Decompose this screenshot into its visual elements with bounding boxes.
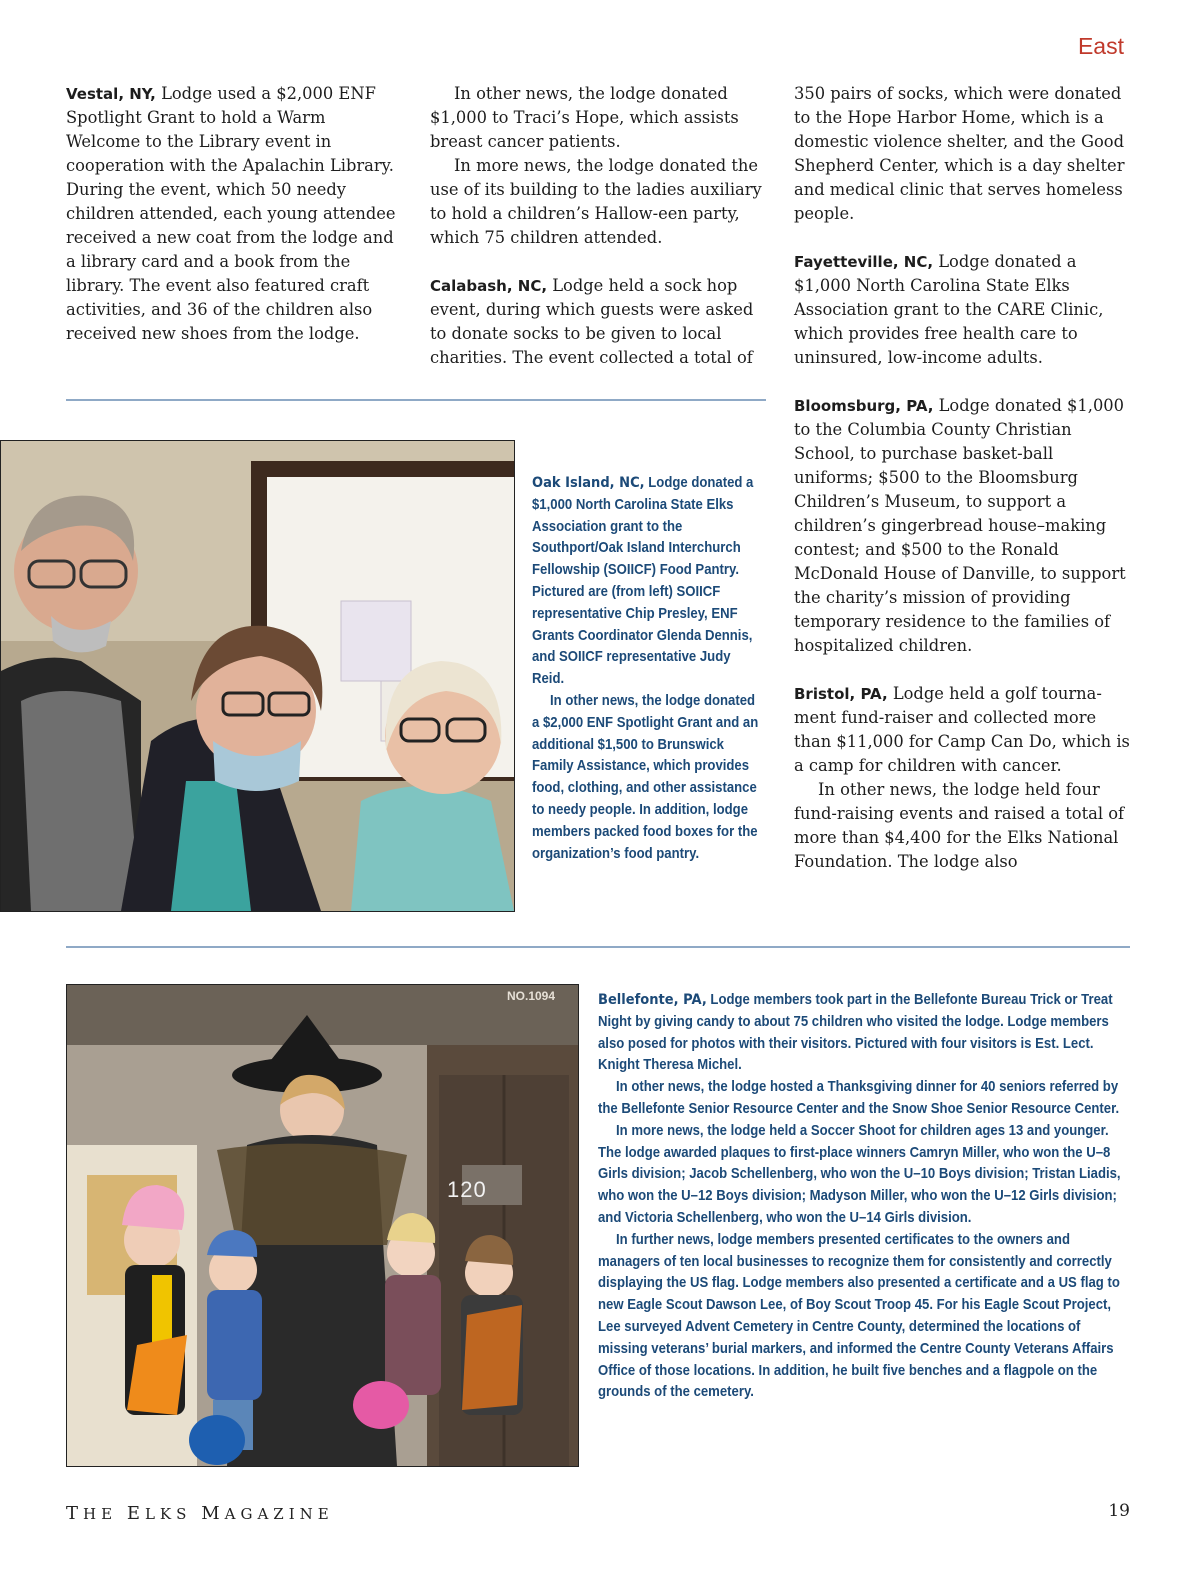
bellefonte-caption-text: Lodge members took part in the Bellefonte Bureau Trick or Treat Night by giving candy to about 75 children who visited the lodge. Lodge members also posed for photos with their visitors. Pictured with four visitors is Est. Lect. Knight Theresa Michel. [598,992,1113,1074]
column-3 [794,82,1134,874]
oak-caption-lead: Oak Island, NC, [532,475,645,491]
bristol-lead: Bristol, PA, [794,685,888,703]
magazine-agazine: AGAZINE [224,1505,334,1523]
calabash-item [430,274,768,370]
magazine-name [66,1503,334,1524]
bellefonte-caption-para-2: In other news, the lodge hosted a Thanksgiving dinner for 40 seniors referred by the Bellefonte Senior Resource Center and the Snow Shoe Senior Resource Center. [598,1079,1120,1117]
page-number: 19 [1108,1501,1130,1521]
bellefonte-caption-para-3: In more news, the lodge held a Soccer Shoot for children ages 13 and younger. The lodge awarded plaques to first-place winners Camryn Miller, who won the U–8 Girls division; Jacob Schellenberg, who won the U–10 Boys division; Tristan Liadis, who won the U–12 Boys division; Madyson Miller, who won the U–12 Girls division; and Victoria Schellenberg, who won the U–14 Girls division. [598,1122,1121,1226]
oak-caption-para-1 [532,473,759,691]
bellefonte-caption-para-4: In further news, lodge members presented certificates to the owners and managers of ten local businesses to recognize them for consistently and correctly displaying the US flag. Lodge members also presented a certificate and a US flag to new Eagle Scout Dawson Lee, of Boy Scout Troop 45. For his Eagle Scout Project, Lee surveyed Advent Cemetery in Centre County, determined the locations of missing veterans’ burial markers, and informed the Centre County Veterans Affairs Office of those locations. In addition, he built five benches and a flagpole on the grounds of the cemetery. [598,1231,1120,1401]
bristol-item [794,682,1134,778]
oak-island-caption [532,473,759,865]
fayetteville-lead: Fayetteville, NC, [794,253,934,271]
oak-caption-para-2: In other news, the lodge donated a $2,000 ENF Spotlight Grant and an additional $1,500 to Brunswick Family Assistance, which provides food, clothing, and other assistance to needy people. In addition, lodge members packed food boxes for the organization’s food pantry. [532,692,759,862]
calabash-lead: Calabash, NC, [430,277,548,295]
col2-para-1: In other news, the lodge donated $1,000 to Traci’s Hope, which assists breast cancer patients. [430,84,739,151]
magazine-lks: LKS [144,1505,202,1523]
divider-bottom [66,946,1130,948]
bellefonte-photo [66,984,579,1467]
bloomsburg-item [794,394,1134,658]
vestal-lead: Vestal, NY, [66,85,156,103]
col3-para-1: 350 pairs of socks, which were donated to the Hope Harbor Home, which is a domestic violence shelter, and the Good Shepherd Center, which is a day shelter and medical clinic that serves homeless people. [794,84,1125,223]
bellefonte-plaque: NO.1094 [507,989,556,1003]
fayetteville-item [794,250,1134,370]
bristol-text: Lodge held a golf tourna-ment fund-raiser and collected more than $11,000 for Camp Can Do, which is a camp for children with cancer. [794,684,1130,775]
bellefonte-caption [598,990,1134,1404]
vestal-item [66,82,398,346]
column-2 [430,82,768,370]
column-1 [66,82,398,346]
magazine-e: E [126,1503,145,1524]
bristol-para-2: In other news, the lodge held four fund-raising events and raised a total of more than $4,400 for the Elks National Foundation. The lodge also [794,780,1125,871]
bellefonte-door-number: 120 [447,1177,487,1202]
oak-caption-text: Lodge donated a $1,000 North Carolina State Elks Association grant to the Southport/Oak Island Interchurch Fellowship (SOIICF) Food Pantry. Pictured are (from left) SOIICF representative Chip Presley, ENF Grants Coordinator Glenda Dennis, and SOIICF representative Judy Reid. [532,475,754,688]
magazine-m: M [201,1503,225,1524]
fayetteville-text: Lodge donated a $1,000 North Carolina State Elks Association grant to the CARE Clinic, which provides free health care to uninsured, low-income adults. [794,252,1104,367]
bellefonte-photo-illustration [67,985,578,1466]
bloomsburg-text: Lodge donated $1,000 to the Columbia County Christian School, to purchase basket-ball uniforms; $500 to the Bloomsburg Children’s Museum, to support a children’s gingerbread house–making contest; and $500 to the Ronald McDonald House of Danville, to support the charity’s mission of providing temporary residence to the families of hospitalized children. [794,396,1126,655]
bellefonte-caption-lead: Bellefonte, PA, [598,992,707,1008]
magazine-he: HE [83,1505,127,1523]
magazine-t: T [66,1503,84,1524]
divider-top [66,399,766,401]
bellefonte-caption-para-1 [598,990,1134,1077]
oak-island-photo [0,440,515,912]
calabash-text: Lodge held a sock hop event, during which guests were asked to donate socks to be given to local charities. The event collected a total of [430,276,754,367]
col2-para-2: In more news, the lodge donated the use of its building to the ladies auxiliary to hold a children’s Hallow-een party, which 75 children attended. [430,156,762,247]
bloomsburg-lead: Bloomsburg, PA, [794,397,934,415]
vestal-text: Lodge used a $2,000 ENF Spotlight Grant to hold a Warm Welcome to the Library event in cooperation with the Apalachin Library. During the event, which 50 needy children attended, each young attendee received a new coat from the lodge and a library card and a book from the library. The event also featured craft activities, and 36 of the children also received new shoes from the lodge. [66,84,396,343]
oak-island-photo-illustration [1,441,514,911]
section-label: East [1077,33,1124,59]
